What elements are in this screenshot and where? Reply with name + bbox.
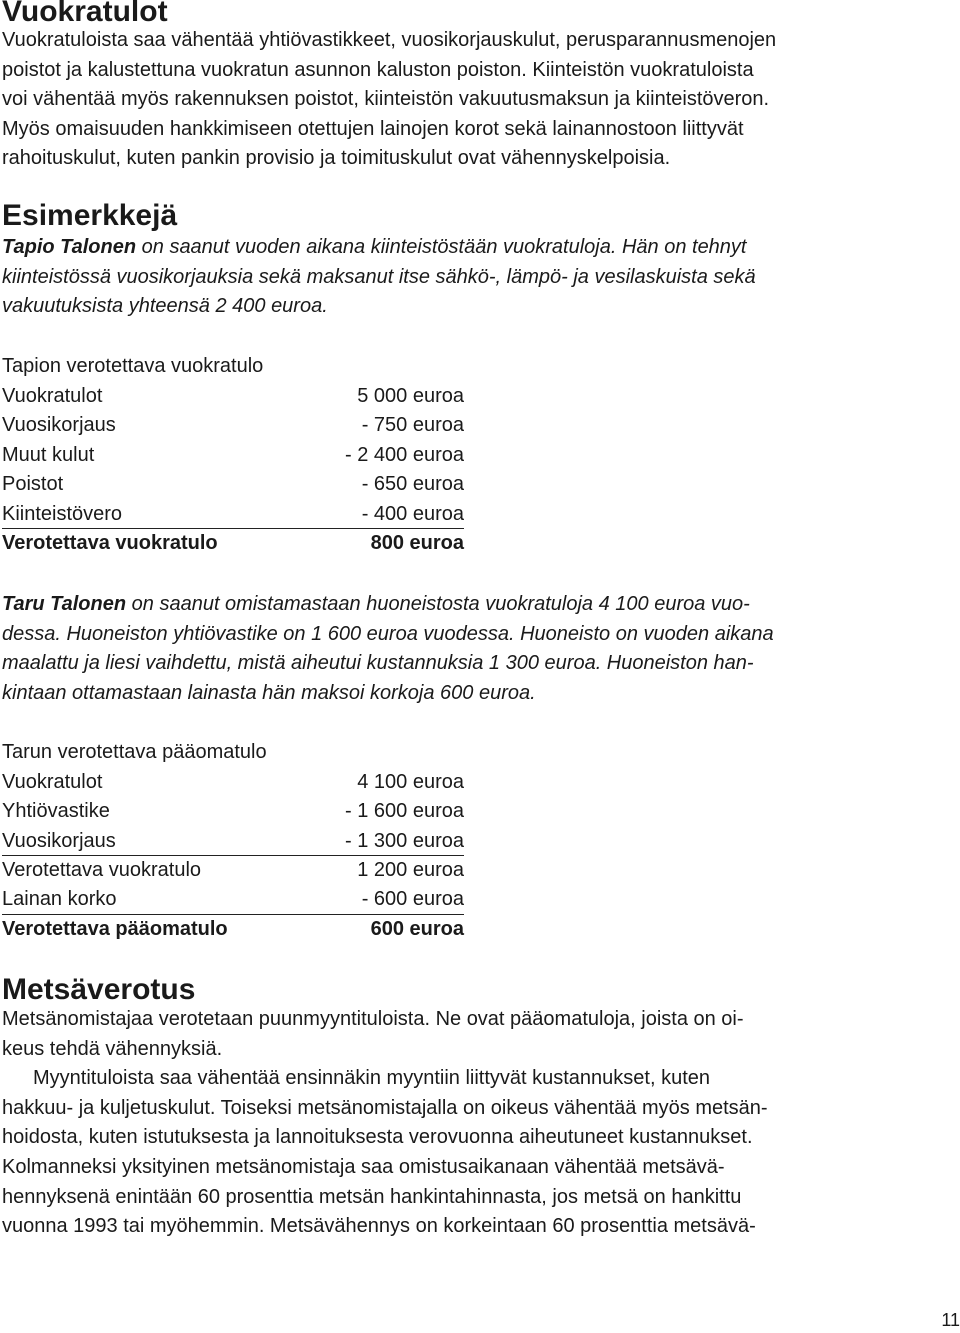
calculation-caption: Tapion verotettava vuokratulo [2, 355, 264, 377]
text-line: Vuokratuloista saa vähentää yhtiövastikkeet, vuosikorjauskulut, perusparannusmenojen [2, 29, 777, 51]
calc-row [2, 768, 464, 798]
calc-value: - 650 euroa [361, 473, 464, 496]
text-line: Myös omaisuuden hankkimiseen otettujen lainojen korot sekä lainannostoon liittyvät [2, 117, 744, 140]
example-text [2, 233, 756, 322]
person-name: Tapio Talonen [2, 236, 137, 258]
calc-value: - 2 400 euroa [345, 443, 464, 466]
text-line: hakkuu- ja kuljetuskulut. Toiseksi metsänomistajalla on oikeus vähentää myös metsän- [2, 1096, 768, 1119]
text-line: vakuutuksista yhteensä 2 400 euroa. [2, 295, 328, 318]
calc-row [2, 856, 464, 886]
calc-label: Vuokratulot [2, 770, 103, 793]
text-line: kintaan ottamastaan lainasta hän maksoi korkoja 600 euroa. [2, 681, 536, 704]
section-body [2, 26, 776, 174]
calc-value: 4 100 euroa [357, 770, 464, 793]
calc-row [2, 382, 464, 412]
calc-row [2, 441, 464, 471]
calc-value: 600 euroa [370, 917, 464, 940]
section-examples [2, 199, 756, 322]
text-line: Myyntituloista saa vähentää ensinnäkin myyntiin liittyvät kustannukset, kuten [33, 1067, 711, 1090]
text-line: hoidosta, kuten istutuksesta ja lannoituksesta verovuonna aiheutuneet kustannukset. [2, 1126, 753, 1149]
calc-value: - 400 euroa [361, 502, 464, 525]
text-line: Metsänomistajaa verotetaan puunmyyntituloista. Ne ovat pääomatuloja, joista on oi- [2, 1008, 744, 1030]
section-metsaverotus [2, 973, 768, 1242]
text-line: rahoituskulut, kuten pankin provisio ja toimituskulut ovat vähennyskelpoisia. [2, 147, 671, 170]
calc-label: Vuokratulot [2, 384, 103, 407]
text-line [2, 590, 774, 620]
calc-label: Vuosikorjaus [2, 829, 116, 852]
text-line: vuonna 1993 tai myöhemmin. Metsävähennys on korkeintaan 60 prosenttia metsävä- [2, 1215, 756, 1238]
calc-label: Verotettava pääomatulo [2, 917, 228, 940]
calc-row [2, 500, 464, 529]
calc-value: 1 200 euroa [357, 858, 464, 881]
calc-value: - 1 600 euroa [345, 800, 464, 823]
calc-label: Verotettava vuokratulo [2, 858, 202, 881]
text-line: kiinteistössä vuosikorjauksia sekä maksanut itse sähkö-, lämpö- ja vesilaskuista sekä [2, 265, 756, 288]
calc-total-row [2, 915, 464, 945]
calc-row [2, 470, 464, 500]
calc-value: - 1 300 euroa [345, 829, 464, 852]
text-line: hennyksenä enintään 60 prosenttia metsän hankintahinnasta, jos metsä on hankittu [2, 1185, 742, 1208]
section-heading: Esimerkkejä [2, 199, 178, 232]
text-span: on saanut omistamastaan huoneistosta vuokratuloja 4 100 euroa vuo- [126, 593, 750, 615]
text-line: keus tehdä vähennyksiä. [2, 1037, 223, 1060]
example-taru [2, 590, 774, 708]
calc-label: Muut kulut [2, 443, 95, 466]
calc-row [2, 885, 464, 914]
calculation-caption: Tarun verotettava pääomatulo [2, 741, 267, 763]
calc-value: - 750 euroa [361, 414, 464, 437]
text-span: on saanut vuoden aikana kiinteistöstään vuokratuloja. Hän on tehnyt [136, 236, 747, 258]
person-name: Taru Talonen [2, 593, 127, 615]
text-line: maalattu ja liesi vaihdettu, mistä aiheutui kustannuksia 1 300 euroa. Huoneiston han- [2, 652, 754, 675]
section-vuokratulot [2, 0, 776, 174]
calculation-taru [2, 738, 464, 944]
calc-label: Yhtiövastike [2, 800, 110, 823]
calc-value: 800 euroa [370, 532, 464, 555]
text-line: voi vähentää myös rakennuksen poistot, kiinteistön vakuutusmaksun ja kiinteistöveron. [2, 88, 770, 111]
section-heading: Vuokratulot [2, 0, 168, 28]
calc-label: Vuosikorjaus [2, 414, 116, 437]
calc-row [2, 411, 464, 441]
calc-label: Lainan korko [2, 888, 117, 911]
calc-value: 5 000 euroa [357, 384, 464, 407]
calc-total-row [2, 529, 464, 559]
page-number: 11 [941, 1310, 960, 1330]
section-heading: Metsäverotus [2, 973, 196, 1006]
text-line: dessa. Huoneiston yhtiövastike on 1 600 euroa vuodessa. Huoneisto on vuoden aikana [2, 622, 774, 645]
calc-row [2, 827, 464, 856]
text-line: poistot ja kalustettuna vuokratun asunnon kaluston poiston. Kiinteistön vuokratuloista [2, 58, 754, 81]
calculation-tapio [2, 352, 464, 559]
calc-value: - 600 euroa [361, 888, 464, 911]
text-line [2, 233, 756, 263]
calc-row [2, 797, 464, 827]
section-body [2, 1005, 768, 1242]
calc-label: Verotettava vuokratulo [2, 532, 218, 555]
calc-label: Poistot [2, 473, 64, 496]
text-line: Kolmanneksi yksityinen metsänomistaja saa omistusaikanaan vähentää metsävä- [2, 1155, 725, 1178]
calc-label: Kiinteistövero [2, 502, 123, 525]
